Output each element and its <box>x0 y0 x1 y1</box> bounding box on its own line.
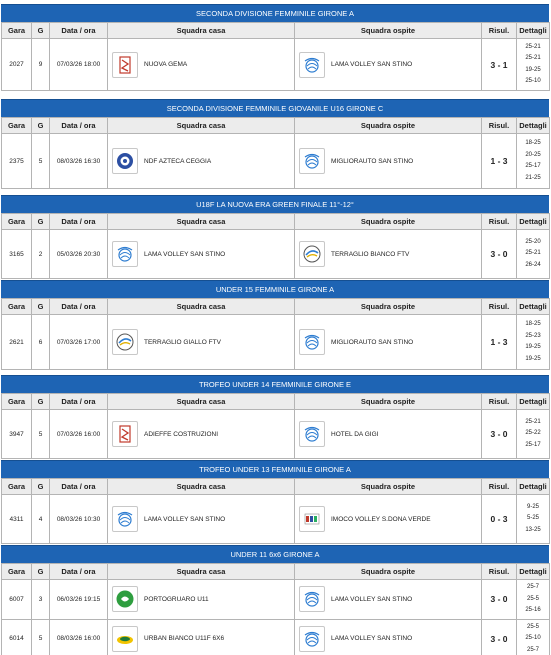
set-score: 20-25 <box>525 151 541 158</box>
header-row <box>2 23 550 39</box>
match-row[interactable] <box>2 410 550 459</box>
home-team-name[interactable]: LAMA VOLLEY SAN STINO <box>144 250 226 258</box>
home-team-name[interactable]: PORTOGRUARO U11 <box>144 595 209 603</box>
set-score: 25-5 <box>526 623 539 630</box>
home-team[interactable] <box>108 586 294 612</box>
column-header-squadra-casa: Squadra casa <box>108 118 295 134</box>
matches-table <box>1 298 550 370</box>
away-team-cell <box>295 580 482 620</box>
group-title: TROFEO UNDER 13 FEMMINILE GIRONE A <box>1 460 549 478</box>
match-datetime: 08/03/26 10:30 <box>50 495 108 544</box>
column-header-risul: Risul. <box>482 564 517 580</box>
group-block <box>1 375 549 459</box>
column-header-g: G <box>32 564 50 580</box>
set-score: 25-21 <box>525 250 541 257</box>
column-header-squadra-casa: Squadra casa <box>108 299 295 315</box>
set-score: 25-7 <box>526 584 539 590</box>
column-header-gara: Gara <box>2 394 32 410</box>
lama-volley-san-stino-logo-icon <box>299 626 325 652</box>
match-row[interactable] <box>2 580 550 620</box>
terraglio-ftv-logo-icon <box>302 244 322 264</box>
header-row <box>2 479 550 495</box>
away-team-name[interactable]: HOTEL DA GIGI <box>331 430 379 438</box>
group-title: TROFEO UNDER 14 FEMMINILE GIRONE E <box>1 375 549 393</box>
column-header-risul: Risul. <box>482 23 517 39</box>
home-team[interactable] <box>108 506 294 532</box>
header-row <box>2 564 550 580</box>
column-header-squadra-casa: Squadra casa <box>108 394 295 410</box>
match-id: 3947 <box>2 410 32 459</box>
column-header-data-ora: Data / ora <box>50 299 108 315</box>
column-header-risul: Risul. <box>482 214 517 230</box>
match-id: 6007 <box>2 580 32 620</box>
column-header-squadra-ospite: Squadra ospite <box>295 299 482 315</box>
away-team-name[interactable]: LAMA VOLLEY SAN STINO <box>331 635 413 643</box>
column-header-gara: Gara <box>2 23 32 39</box>
home-team-name[interactable]: URBAN BIANCO U11F 6X6 <box>144 635 225 643</box>
lama-volley-san-stino-logo-icon <box>302 589 322 609</box>
set-score: 18-25 <box>525 321 541 327</box>
matches-table <box>1 563 550 655</box>
header-row <box>2 214 550 230</box>
home-team-name[interactable]: NDF AZTECA CEGGIA <box>144 157 212 165</box>
lama-volley-san-stino-logo-icon <box>115 244 135 264</box>
group-block <box>1 99 549 189</box>
matches-table <box>1 22 550 91</box>
nuova-gema-logo-icon <box>115 55 135 75</box>
set-scores <box>517 134 550 189</box>
home-team-cell <box>108 580 295 620</box>
group-title: U18F LA NUOVA ERA GREEN FINALE 11°-12° <box>1 195 549 213</box>
match-id: 2621 <box>2 315 32 370</box>
column-header-squadra-ospite: Squadra ospite <box>295 394 482 410</box>
home-team[interactable] <box>108 626 294 652</box>
san-stino-logo-icon <box>299 148 325 174</box>
away-team-cell <box>295 619 482 655</box>
column-header-squadra-ospite: Squadra ospite <box>295 564 482 580</box>
away-team[interactable] <box>295 241 481 267</box>
column-header-dettagli: Dettagli <box>517 299 550 315</box>
adieffe-logo-icon <box>115 424 135 444</box>
imoco-volley-logo-icon <box>299 506 325 532</box>
column-header-data-ora: Data / ora <box>50 118 108 134</box>
round-number: 4 <box>32 495 50 544</box>
group-block <box>1 545 549 655</box>
imoco-volley-logo-icon <box>302 509 322 529</box>
set-score: 19-25 <box>525 355 541 362</box>
lama-volley-san-stino-logo-icon <box>299 586 325 612</box>
set-score: 5-25 <box>526 515 539 522</box>
match-result: 3 - 1 <box>482 39 517 91</box>
round-number: 9 <box>32 39 50 91</box>
set-scores <box>517 230 550 279</box>
set-score: 25-10 <box>525 78 541 84</box>
column-header-risul: Risul. <box>482 394 517 410</box>
matches-table <box>1 393 550 459</box>
set-score: 25-23 <box>525 332 541 339</box>
column-header-g: G <box>32 479 50 495</box>
match-row[interactable] <box>2 230 550 279</box>
column-header-data-ora: Data / ora <box>50 23 108 39</box>
group-title: UNDER 15 FEMMINILE GIRONE A <box>1 280 549 298</box>
set-score: 25-7 <box>526 646 539 653</box>
away-team[interactable] <box>295 52 481 78</box>
round-number: 2 <box>32 230 50 279</box>
column-header-dettagli: Dettagli <box>517 479 550 495</box>
set-scores <box>517 39 550 91</box>
match-datetime: 06/03/26 19:15 <box>50 580 108 620</box>
away-team-name[interactable]: TERRAGLIO BIANCO FTV <box>331 250 410 258</box>
match-row[interactable] <box>2 619 550 655</box>
round-number: 3 <box>32 580 50 620</box>
match-row[interactable] <box>2 39 550 91</box>
column-header-gara: Gara <box>2 564 32 580</box>
set-score: 25-21 <box>525 43 541 50</box>
san-stino-logo-icon <box>302 424 322 444</box>
home-team-cell <box>108 134 295 189</box>
away-team-cell <box>295 39 482 91</box>
away-team[interactable] <box>295 586 481 612</box>
column-header-squadra-casa: Squadra casa <box>108 23 295 39</box>
column-header-g: G <box>32 394 50 410</box>
column-header-data-ora: Data / ora <box>50 214 108 230</box>
matches-table <box>1 117 550 189</box>
match-id: 6014 <box>2 619 32 655</box>
column-header-squadra-ospite: Squadra ospite <box>295 479 482 495</box>
column-header-g: G <box>32 299 50 315</box>
terraglio-ftv-logo-icon <box>112 329 138 355</box>
san-stino-logo-icon <box>302 151 322 171</box>
set-score: 19-25 <box>525 344 541 350</box>
match-datetime: 07/03/26 16:00 <box>50 410 108 459</box>
match-result: 0 - 3 <box>482 495 517 544</box>
lama-volley-san-stino-logo-icon <box>302 55 322 75</box>
column-header-data-ora: Data / ora <box>50 479 108 495</box>
set-score: 25-20 <box>525 238 541 245</box>
match-datetime: 07/03/26 17:00 <box>50 315 108 370</box>
portogruaro-logo-icon <box>112 586 138 612</box>
home-team[interactable] <box>108 329 294 355</box>
set-scores <box>517 580 550 620</box>
away-team-cell <box>295 495 482 544</box>
column-header-squadra-ospite: Squadra ospite <box>295 23 482 39</box>
away-team-name[interactable]: MIGLIORAUTO SAN STINO <box>331 157 414 165</box>
urban-logo-icon <box>112 626 138 652</box>
set-scores <box>517 495 550 544</box>
urban-logo-icon <box>115 629 135 649</box>
match-row[interactable] <box>2 495 550 544</box>
home-team-cell <box>108 230 295 279</box>
column-header-risul: Risul. <box>482 299 517 315</box>
set-score: 25-22 <box>525 430 541 437</box>
set-scores <box>517 410 550 459</box>
group-block <box>1 460 549 544</box>
match-datetime: 07/03/26 18:00 <box>50 39 108 91</box>
set-score: 21-25 <box>525 174 541 181</box>
azteca-ceggia-logo-icon <box>115 151 135 171</box>
away-team[interactable] <box>295 626 481 652</box>
column-header-squadra-ospite: Squadra ospite <box>295 214 482 230</box>
round-number: 5 <box>32 619 50 655</box>
set-score: 25-17 <box>525 441 541 448</box>
match-datetime: 08/03/26 16:00 <box>50 619 108 655</box>
column-header-g: G <box>32 23 50 39</box>
set-score: 18-25 <box>525 140 541 146</box>
match-datetime: 08/03/26 16:30 <box>50 134 108 189</box>
home-team-cell <box>108 315 295 370</box>
set-score: 19-25 <box>525 66 541 73</box>
group-block <box>1 4 549 91</box>
match-result: 3 - 0 <box>482 580 517 620</box>
column-header-squadra-casa: Squadra casa <box>108 564 295 580</box>
column-header-data-ora: Data / ora <box>50 564 108 580</box>
home-team[interactable] <box>108 241 294 267</box>
home-team-name[interactable]: NUOVA GEMA <box>144 61 188 68</box>
set-score: 25-21 <box>525 55 541 61</box>
away-team[interactable] <box>295 329 481 355</box>
away-team-name[interactable]: MIGLIORAUTO SAN STINO <box>331 338 414 346</box>
away-team-cell <box>295 410 482 459</box>
set-score: 25-16 <box>525 607 541 613</box>
column-header-dettagli: Dettagli <box>517 118 550 134</box>
set-scores <box>517 315 550 370</box>
away-team-cell <box>295 315 482 370</box>
set-score: 9-25 <box>526 503 539 510</box>
match-id: 4311 <box>2 495 32 544</box>
header-row <box>2 299 550 315</box>
away-team[interactable] <box>295 506 481 532</box>
group-title: SECONDA DIVISIONE FEMMINILE GIOVANILE U16 GIRONE C <box>1 99 549 117</box>
group-title: SECONDA DIVISIONE FEMMINILE GIRONE A <box>1 4 549 22</box>
away-team[interactable] <box>295 148 481 174</box>
lama-volley-san-stino-logo-icon <box>115 509 135 529</box>
match-datetime: 05/03/26 20:30 <box>50 230 108 279</box>
away-team-name[interactable]: LAMA VOLLEY SAN STINO <box>331 61 413 68</box>
column-header-dettagli: Dettagli <box>517 23 550 39</box>
away-team-name[interactable]: IMOCO VOLLEY S.DONA VERDE <box>331 515 431 523</box>
set-scores <box>517 619 550 655</box>
lama-volley-san-stino-logo-icon <box>112 506 138 532</box>
column-header-gara: Gara <box>2 299 32 315</box>
column-header-risul: Risul. <box>482 479 517 495</box>
home-team[interactable] <box>108 421 294 447</box>
portogruaro-logo-icon <box>115 589 135 609</box>
terraglio-ftv-logo-icon <box>299 241 325 267</box>
column-header-dettagli: Dettagli <box>517 394 550 410</box>
header-row <box>2 118 550 134</box>
home-team-cell <box>108 619 295 655</box>
san-stino-logo-icon <box>299 421 325 447</box>
home-team-name[interactable]: LAMA VOLLEY SAN STINO <box>144 515 226 523</box>
adieffe-logo-icon <box>112 421 138 447</box>
round-number: 5 <box>32 410 50 459</box>
column-header-squadra-casa: Squadra casa <box>108 479 295 495</box>
set-score: 26-24 <box>525 261 541 268</box>
column-header-dettagli: Dettagli <box>517 214 550 230</box>
home-team-name[interactable]: ADIEFFE COSTRUZIONI <box>144 430 219 438</box>
round-number: 5 <box>32 134 50 189</box>
away-team-name[interactable]: LAMA VOLLEY SAN STINO <box>331 595 413 603</box>
group-block <box>1 280 549 370</box>
home-team-cell <box>108 410 295 459</box>
set-score: 13-25 <box>525 526 541 533</box>
header-row <box>2 394 550 410</box>
home-team[interactable] <box>108 52 294 78</box>
match-result: 1 - 3 <box>482 315 517 370</box>
matches-table <box>1 213 550 279</box>
matches-table <box>1 478 550 544</box>
column-header-gara: Gara <box>2 479 32 495</box>
away-team-cell <box>295 230 482 279</box>
set-score: 25-21 <box>525 418 541 425</box>
nuova-gema-logo-icon <box>112 52 138 78</box>
column-header-gara: Gara <box>2 214 32 230</box>
column-header-squadra-casa: Squadra casa <box>108 214 295 230</box>
home-team-cell <box>108 495 295 544</box>
set-score: 25-17 <box>525 163 541 169</box>
away-team-cell <box>295 134 482 189</box>
column-header-squadra-ospite: Squadra ospite <box>295 118 482 134</box>
home-team-cell <box>108 39 295 91</box>
lama-volley-san-stino-logo-icon <box>112 241 138 267</box>
column-header-data-ora: Data / ora <box>50 394 108 410</box>
match-id: 2375 <box>2 134 32 189</box>
away-team[interactable] <box>295 421 481 447</box>
set-score: 25-10 <box>525 635 541 641</box>
match-row[interactable] <box>2 315 550 370</box>
column-header-risul: Risul. <box>482 118 517 134</box>
match-result: 3 - 0 <box>482 619 517 655</box>
home-team-name[interactable]: TERRAGLIO GIALLO FTV <box>144 338 221 346</box>
terraglio-ftv-logo-icon <box>115 332 135 352</box>
round-number: 6 <box>32 315 50 370</box>
column-header-gara: Gara <box>2 118 32 134</box>
column-header-g: G <box>32 214 50 230</box>
match-id: 2027 <box>2 39 32 91</box>
match-result: 3 - 0 <box>482 230 517 279</box>
lama-volley-san-stino-logo-icon <box>302 629 322 649</box>
match-result: 1 - 3 <box>482 134 517 189</box>
lama-volley-san-stino-logo-icon <box>299 52 325 78</box>
match-result: 3 - 0 <box>482 410 517 459</box>
group-title: UNDER 11 6x6 GIRONE A <box>1 545 549 563</box>
column-header-dettagli: Dettagli <box>517 564 550 580</box>
home-team[interactable] <box>108 148 294 174</box>
azteca-ceggia-logo-icon <box>112 148 138 174</box>
match-row[interactable] <box>2 134 550 189</box>
group-block <box>1 195 549 279</box>
match-id: 3165 <box>2 230 32 279</box>
san-stino-logo-icon <box>299 329 325 355</box>
column-header-g: G <box>32 118 50 134</box>
san-stino-logo-icon <box>302 332 322 352</box>
set-score: 25-5 <box>526 595 539 602</box>
